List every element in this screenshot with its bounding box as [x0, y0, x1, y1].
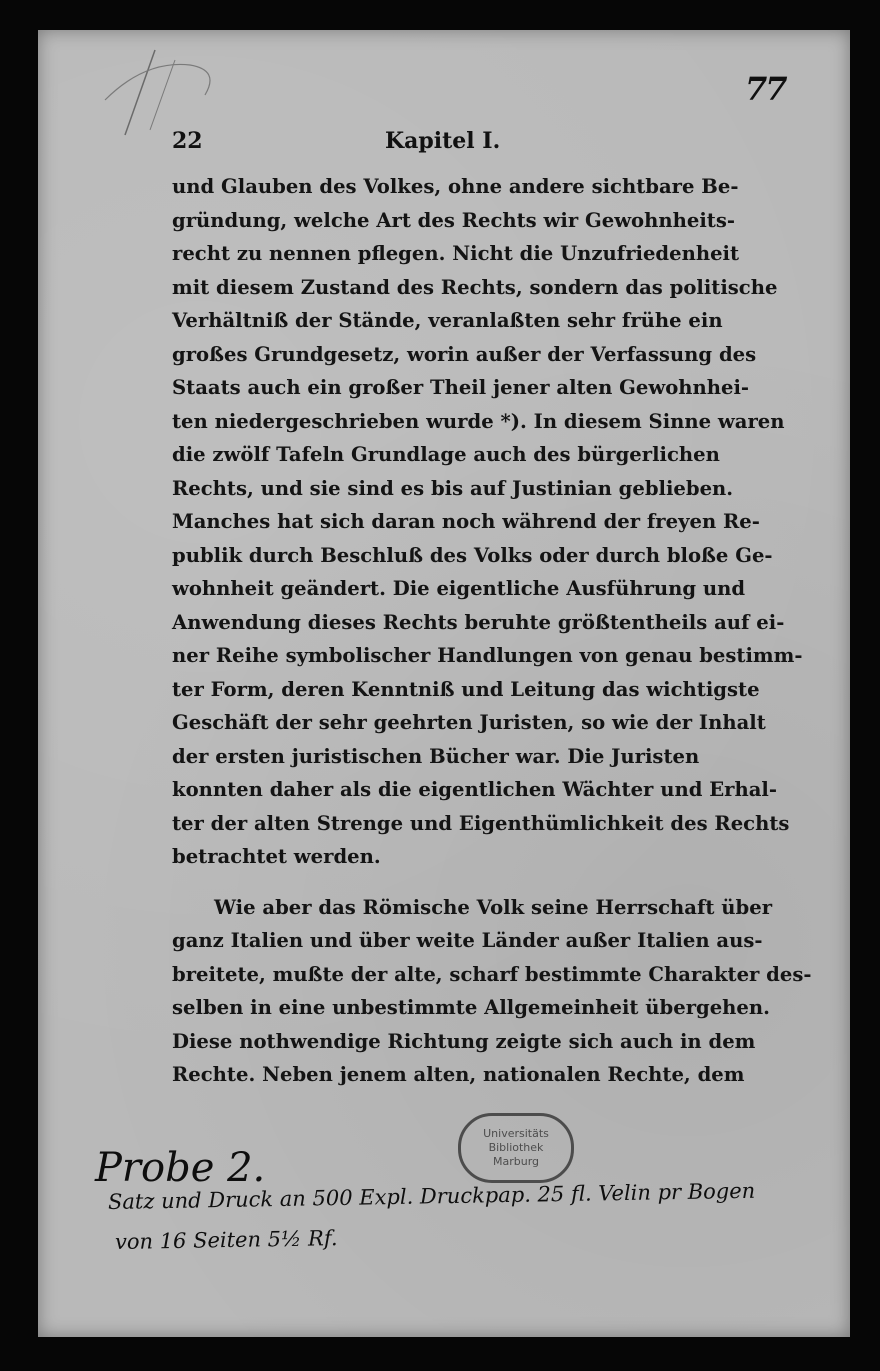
text-line: Wie aber das Römische Volk seine Herrschaft über	[214, 895, 773, 919]
text-line: wohnheit geändert. Die eigentliche Ausführung und	[172, 577, 746, 600]
body-text	[172, 175, 812, 1097]
paragraph-2	[172, 895, 812, 1097]
text-line: breitete, mußte der alte, scharf bestimmte Charakter des-	[172, 962, 812, 986]
library-stamp	[458, 1113, 574, 1183]
text-line: ter der alten Strenge und Eigenthümlichkeit des Rechts	[172, 811, 790, 835]
handwritten-note-line: von 16 Seiten 5½ Rf.	[114, 1226, 338, 1254]
page-number: 22	[172, 128, 203, 154]
text-line: Rechts, und sie sind es bis auf Justinian geblieben.	[172, 476, 734, 500]
text-line: mit diesem Zustand des Rechts, sondern das politische	[172, 275, 778, 299]
text-line: publik durch Beschluß des Volks oder durch bloße Ge-	[172, 543, 773, 567]
text-line: Staats auch ein großer Theil jener alten Gewohnhei-	[172, 376, 750, 399]
text-line: selben in eine unbestimmte Allgemeinheit übergehen.	[172, 996, 770, 1019]
text-line: ten niedergeschrieben wurde *). In diesem Sinne waren	[172, 409, 785, 433]
text-line: Rechte. Neben jenem alten, nationalen Rechte, dem	[172, 1063, 745, 1086]
running-head: Kapitel I.	[385, 128, 501, 154]
pencil-scribble-mark	[95, 40, 245, 160]
text-line: gründung, welche Art des Rechts wir Gewohnheits-	[172, 208, 735, 232]
handwritten-note-line: Satz und Druck an 500 Expl. Druckpap. 25 fl. Velin pr Bogen	[107, 1178, 756, 1214]
handwritten-archive-number: 77	[745, 70, 786, 108]
stamp-line: Bibliothek	[488, 1141, 544, 1154]
stamp-line: Universitäts	[483, 1127, 549, 1140]
text-line: ter Form, deren Kenntniß und Leitung das wichtigste	[172, 677, 760, 701]
paragraph-1	[172, 175, 803, 879]
paragraph-gap	[172, 879, 689, 896]
handwritten-note-title: Probe 2.	[95, 1145, 266, 1191]
text-line: die zwölf Tafeln Grundlage auch des bürgerlichen	[172, 443, 720, 466]
text-line: ganz Italien und über weite Länder außer Italien aus-	[172, 929, 763, 952]
text-line: großes Grundgesetz, worin außer der Verfassung des	[172, 342, 757, 366]
text-line: recht zu nennen pflegen. Nicht die Unzufriedenheit	[172, 242, 740, 265]
text-line: betrachtet werden.	[172, 845, 381, 868]
text-line: Anwendung dieses Rechts beruhte größtentheils auf ei-	[172, 610, 785, 634]
text-line: Diese nothwendige Richtung zeigte sich auch in dem	[172, 1029, 756, 1053]
stamp-line: Marburg	[492, 1155, 540, 1168]
text-line: ner Reihe symbolischer Handlungen von genau bestimm-	[172, 644, 803, 667]
text-line: Geschäft der sehr geehrten Juristen, so wie der Inhalt	[172, 711, 766, 734]
text-line: und Glauben des Volkes, ohne andere sichtbare Be-	[172, 175, 739, 198]
text-line: der ersten juristischen Bücher war. Die Juristen	[172, 744, 700, 768]
text-line: Verhältniß der Stände, veranlaßten sehr frühe ein	[172, 309, 723, 332]
text-line: Manches hat sich daran noch während der freyen Re-	[172, 510, 760, 533]
text-line: konnten daher als die eigentlichen Wächter und Erhal-	[172, 778, 777, 801]
